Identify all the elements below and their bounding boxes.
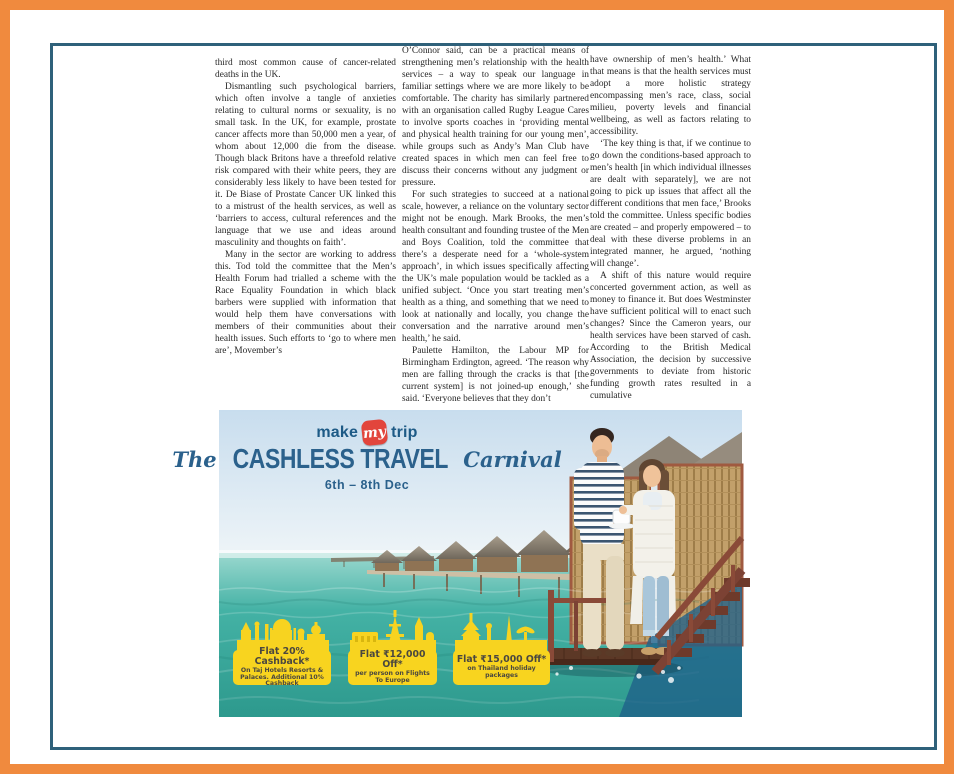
- makemytrip-ad-banner: [172, 410, 742, 717]
- paragraph: Many in the sector are working to address this. Tod told the committee that the Men’s Health Forum had trialled a scheme with the Race Equality Foundation in which black barbers were supplied with information that would help them have conversations with members of their communities about their health issues. Such efforts to ‘go to where men are’, Movember’s: [215, 250, 396, 356]
- ad-dates: 6th – 8th Dec: [324, 478, 410, 492]
- offer-subtitle: on Thailand holiday packages: [467, 665, 536, 679]
- offer-badge-europe-flights: [348, 650, 437, 685]
- paragraph: Dismantling such psychological barriers, which often involve a tangle of anxieties relating to cultural norms or sexuality, is no small task. In the UK, for example, prostate cancer affects more than 50,000 men a year, of whom about 12,000 die from the disease. Though black Britons have a threefold relative risk compared with their white peers, they are considerably less likely to have been tested for it. De Biase of Prostate Cancer UK linked this to a mistrust of the health services, as well as ‘barriers to access, cultural references and the language that we use and ideas around masculinity and thoughts on faith’.: [215, 82, 396, 248]
- headline-main: CASHLESS TRAVEL: [232, 443, 448, 474]
- makemytrip-logo: [219, 420, 515, 445]
- offer-badge-hotels: [233, 645, 331, 688]
- headline-carnival: Carnival: [463, 446, 562, 472]
- article-column-3: [590, 54, 751, 402]
- paragraph: Paulette Hamilton, the Labour MP for Birmingham Erdington, agreed. ‘The reason why men are falling through the cracks is that [the current system] is not joined-up enough,’ she said. ‘Everyone believes that they don’t: [402, 346, 589, 404]
- offer-subtitle: On Taj Hotels Resorts & Palaces. Additional 10% Cashback: [240, 666, 324, 688]
- article-column-1: [215, 57, 396, 357]
- ad-headline: [172, 443, 562, 475]
- offer-title: Flat 20% Cashback*: [254, 645, 310, 667]
- article-column-2: [402, 45, 589, 405]
- paragraph: ‘The key thing is that, if we continue to go down the conditions-based approach to men’s health [in which individual illnesses are dealt with separately], we are not going to pick up issues that affect all the different conditions that men face,’ Brooks told the committee. Unless specific bodies are created – and properly empowered – to deal with these diverse problems in an integrated manner, he argued, ‘nothing will change’.: [590, 139, 751, 269]
- offer-subtitle: per person on Flights To Europe: [355, 670, 430, 684]
- logo-word-trip: trip: [391, 423, 418, 441]
- logo-word-make: make: [316, 423, 359, 441]
- logo-my-badge: my: [361, 419, 388, 446]
- paragraph: O’Connor said, can be a practical means of strengthening men’s relationship with the health services – a way to speak our language in familiar settings where we are more likely to be comfortable. The charity has similarly partnered with an organisation called Rugby League Cares to involve sports coaches in ‘providing mental and physical health training for our young men’, while groups such as Andy’s Man Club have created spaces in which men can feel free to discuss their concerns without any judgment or pressure.: [402, 46, 589, 188]
- paragraph: third most common cause of cancer-related deaths in the UK.: [215, 58, 396, 80]
- headline-the: The: [172, 446, 217, 472]
- offer-title: Flat ₹15,000 Off*: [456, 654, 547, 666]
- offer-badge-thailand-packages: [453, 650, 550, 685]
- paragraph: For such strategies to succeed at a national scale, however, a reliance on the voluntary sector might not be enough. Mark Brooks, the men’s health consultant and founding trustee of the Men and Boys Coalition, told the committee that there’s a desperate need for a ‘whole-system approach’, in which issues specifically affecting the UK’s male population would be tackled as a unified subject. ‘Once you start treating men’s health as a thing, and something that we need to look at nationally and locally, you change the conversation and the narrative around men’s health,’ he said.: [402, 190, 589, 344]
- paragraph: A shift of this nature would require concerted government action, as well as money to finance it. But does Westminster have sufficient political will to enact such changes? Since the Cameron years, our health services have been starved of cash. According to the British Medical Association, the decision by successive governments to deviate from historic funding growth rates resulted in a cumulative: [590, 271, 751, 401]
- paragraph: have ownership of men’s health.’ What that means is that the health services must adopt a more holistic strategy encompassing men’s race, class, social milieu, poverty levels and financial wellbeing, as well as factors relating to accessibility.: [590, 55, 751, 137]
- offer-title: Flat ₹12,000 Off*: [359, 649, 426, 671]
